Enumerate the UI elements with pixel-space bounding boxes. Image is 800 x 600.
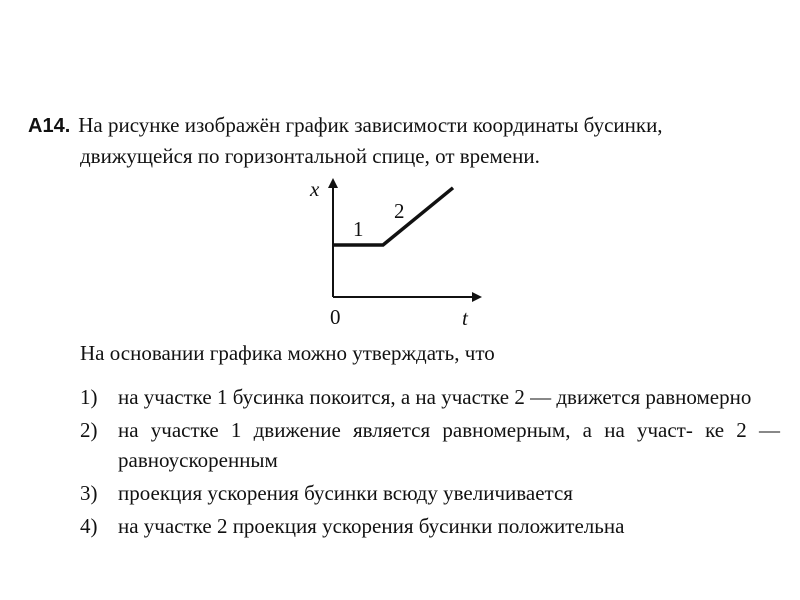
- option-text: на участке 1 бусинка покоится, а на участке 2 — движется равномерно: [118, 385, 752, 409]
- question-heading: [28, 110, 788, 171]
- coordinate-time-graph: [290, 170, 510, 330]
- answer-option-1[interactable]: [80, 382, 780, 412]
- question-stem: На основании графика можно утверждать, что: [80, 341, 495, 365]
- answer-option-4[interactable]: [80, 511, 780, 541]
- origin-label: 0: [330, 305, 341, 329]
- option-text: проекция ускорения бусинки всюду увеличивается: [118, 481, 573, 505]
- answer-option-2[interactable]: [80, 415, 780, 475]
- option-number: 1): [80, 385, 98, 409]
- x-axis-label: t: [462, 306, 468, 330]
- graph-line: [333, 188, 453, 245]
- question-line-1: [28, 110, 788, 141]
- answer-options: [80, 382, 780, 544]
- option-text: на участке 1 движение является равномерным, а на участ- ке 2 — равноускоренным: [118, 418, 780, 472]
- y-axis-label: x: [310, 177, 320, 201]
- question-number: A14.: [28, 115, 71, 137]
- question-text-line-1: На рисунке изображён график зависимости координаты бусинки,: [78, 113, 663, 137]
- option-number: 4): [80, 514, 98, 538]
- option-number: 3): [80, 481, 98, 505]
- answer-option-3[interactable]: [80, 478, 780, 508]
- question-text-line-2: движущейся по горизонтальной спице, от времени.: [80, 144, 540, 168]
- segment-1-label: 1: [353, 217, 364, 241]
- option-number: 2): [80, 418, 98, 442]
- segment-2-label: 2: [394, 199, 405, 223]
- option-text: на участке 2 проекция ускорения бусинки положительна: [118, 514, 625, 538]
